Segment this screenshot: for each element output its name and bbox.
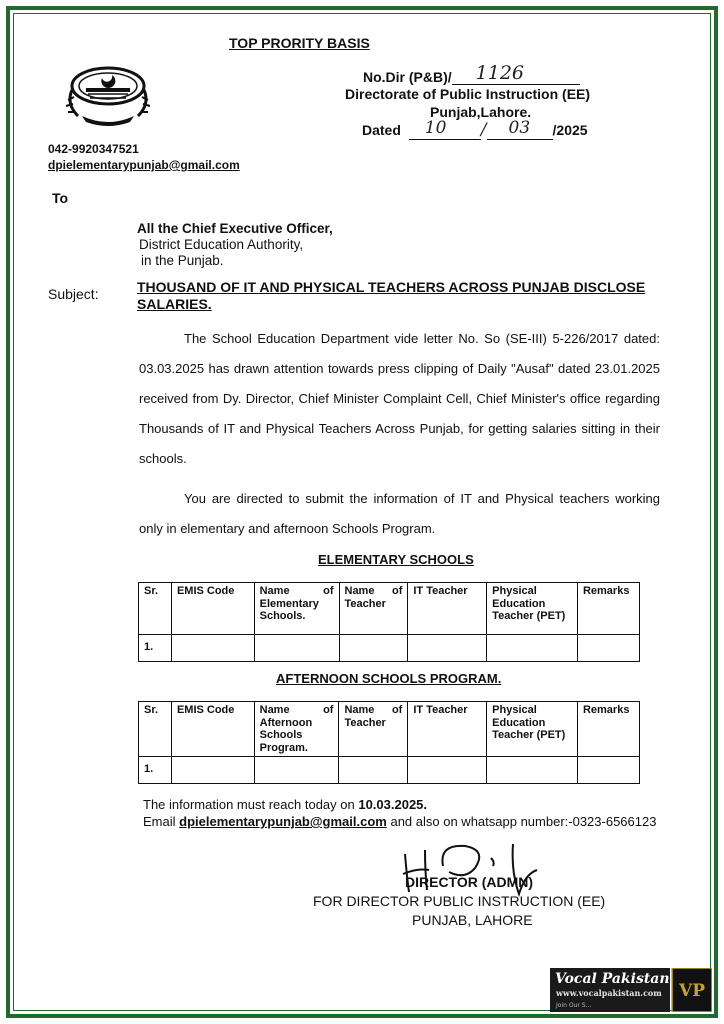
body-paragraph-2 [139,484,660,544]
reference-number-handwritten: 1126 [475,62,525,84]
header-teacher-name-word: Name [344,585,375,597]
contact-line [143,814,656,829]
office-email: dpielementarypunjab@gmail.com [48,158,240,172]
cell-emis [171,757,254,784]
header-it-teacher: IT Teacher [408,702,487,757]
recipient-address [137,221,333,269]
dated-month: 03 [508,118,531,138]
header-remarks: Remarks [577,702,639,757]
recipient-line-3: in the Punjab. [141,253,224,268]
header-remarks: Remarks [577,583,639,635]
to-label: To [52,190,69,206]
header-emis-code: EMIS Code [171,583,254,635]
punjab-government-emblem [58,60,158,130]
header-teacher-name-word: Name [344,704,375,716]
directorate-name: Directorate of Public Instruction (EE) [345,86,591,102]
elementary-schools-title: ELEMENTARY SCHOOLS [318,552,474,567]
header-sr: Sr. [139,702,172,757]
cell-remarks [577,635,639,662]
cell-emis [171,635,254,662]
cell-pet [487,635,578,662]
cell-teacher-name [339,635,408,662]
header-school-name-word: Name [259,704,290,716]
dated-year: /2025 [552,122,588,138]
cell-pet [487,757,578,784]
body-paragraph-2-text: You are directed to submit the information of IT and Physical teachers working only in elementary and afternoon Schools Program. [139,491,660,536]
cell-sr: 1. [139,757,172,784]
deadline-text: The information must reach today on [143,797,359,812]
header-teacher-name-rest: Teacher [344,716,386,729]
header-pet: Physical Education Teacher (PET) [487,702,578,757]
header-it-teacher: IT Teacher [408,583,487,635]
watermark-logo: VP [679,981,705,1001]
dated-day: 10 [424,118,447,138]
header-school-name-rest: Afternoon Schools Program. [259,716,313,754]
header-teacher-name-of: of [391,585,403,597]
header-school-name [254,583,339,635]
priority-heading: TOP PRORITY BASIS [229,35,370,51]
deadline-date: 10.03.2025. [358,797,428,812]
header-school-name-word: Name [259,585,290,597]
header-teacher-name-rest: Teacher [344,597,386,610]
dated-line: Dated 10 / 03 /2025 [362,118,588,140]
cell-school-name [254,757,339,784]
recipient-line-2: District Education Authority, [139,237,304,252]
cell-sr: 1. [139,635,172,662]
header-sr: Sr. [139,583,172,635]
body-paragraph-1 [139,324,660,474]
vocal-pakistan-watermark [550,968,712,1012]
afternoon-schools-title: AFTERNOON SCHOOLS PROGRAM. [276,671,502,686]
contact-email-label: Email [143,814,180,829]
header-pet: Physical Education Teacher (PET) [487,583,578,635]
watermark-tagline: Join Our S... [556,1002,592,1009]
header-teacher-name [339,583,408,635]
recipient-line-1: All the Chief Executive Officer, [137,221,333,236]
director-title: DIRECTOR (ADMN) [405,874,534,890]
header-school-name-of: of [323,585,334,597]
header-emis-code: EMIS Code [171,702,254,757]
cell-teacher-name [339,757,408,784]
contact-email: dpielementarypunjab@gmail.com [179,814,387,829]
header-teacher-name-of: of [391,704,403,716]
header-teacher-name [339,702,408,757]
office-phone: 042-9920347521 [48,142,139,156]
watermark-brand: Vocal Pakistan [555,971,670,987]
table-row [139,757,640,784]
dated-label: Dated [362,122,401,138]
reference-label: No.Dir (P&B)/ [363,69,452,85]
watermark-site: www.vocalpakistan.com [556,988,662,998]
deadline-line [143,797,427,812]
header-school-name-rest: Elementary Schools. [259,597,319,622]
subject-text: THOUSAND OF IT AND PHYSICAL TEACHERS ACROSS PUNJAB DISCLOSE SALARIES. [137,279,646,312]
table-header-row [139,583,640,635]
header-school-name-of: of [323,704,334,716]
directorate-city: Punjab,Lahore. [430,104,532,120]
reference-number [363,62,580,85]
office-location: PUNJAB, LAHORE [412,912,533,928]
cell-school-name [254,635,339,662]
body-paragraph-1-text: The School Education Department vide letter No. So (SE-III) 5-226/2017 dated: 03.03.2025 has drawn attention towards press clipping of Daily "Ausaf" dated 23.01.2025 received from Dy. Director, Chief Minister Complaint Cell, Chief Minister's office regarding Thousands of IT and Physical Teachers Across Punjab, for getting salaries sitting in their schools. [139,331,660,466]
cell-remarks [577,757,639,784]
subject-label: Subject: [48,286,99,302]
cell-it-teacher [408,635,487,662]
cell-it-teacher [408,757,487,784]
afternoon-schools-table [138,701,640,784]
table-row [139,635,640,662]
contact-whatsapp: and also on whatsapp number:-0323-6566123 [386,814,657,829]
table-header-row [139,702,640,757]
elementary-schools-table [138,582,640,662]
for-director-line: FOR DIRECTOR PUBLIC INSTRUCTION (EE) [313,893,606,909]
header-school-name [254,702,339,757]
